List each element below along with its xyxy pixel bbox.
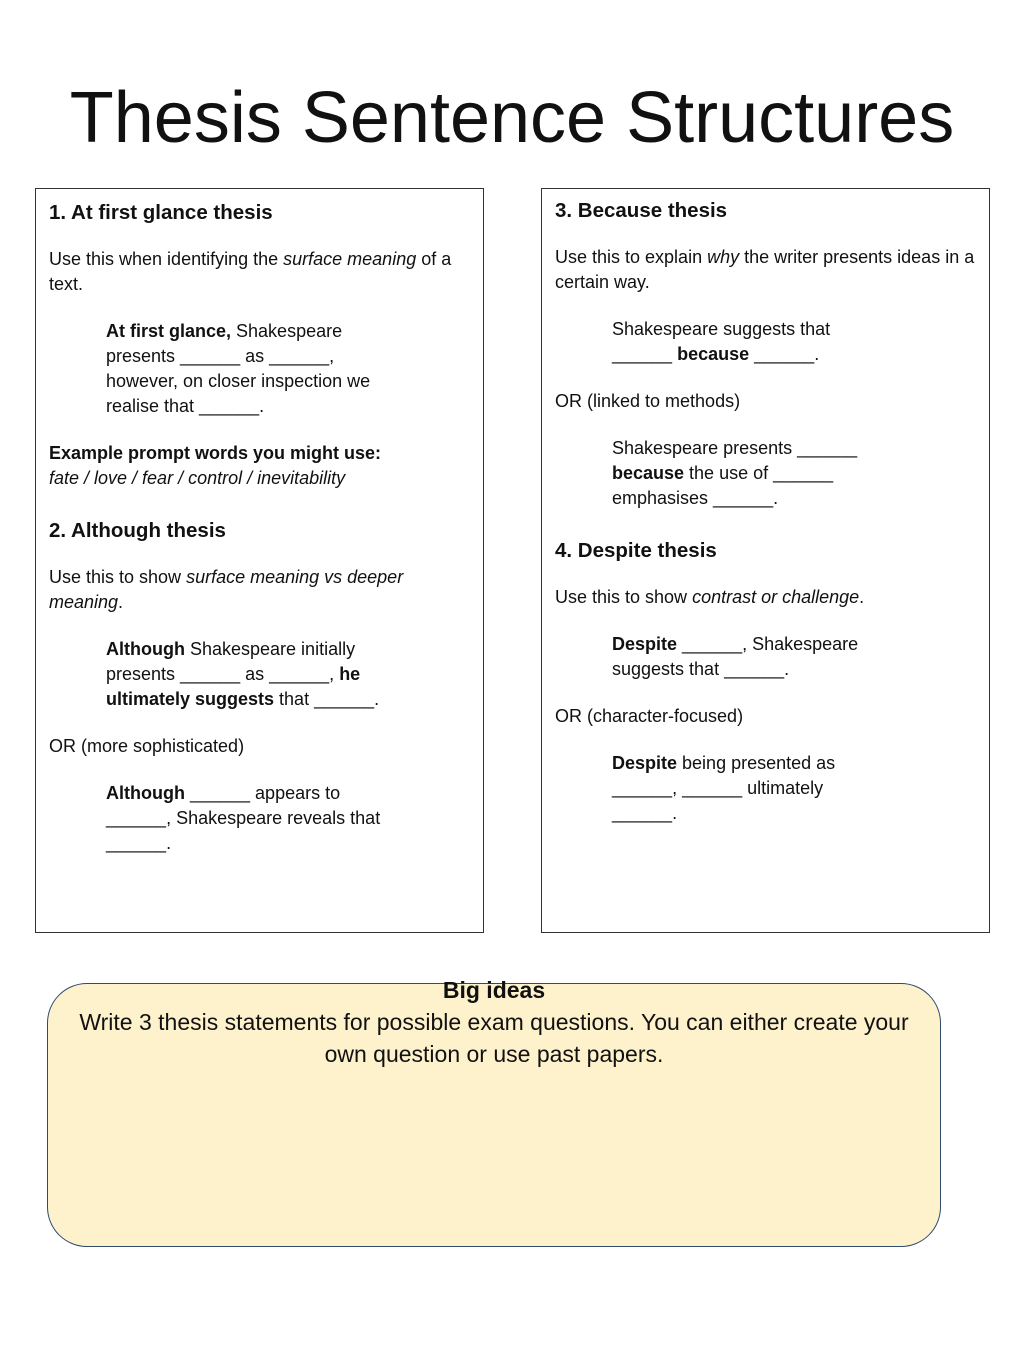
example-sentence: [49, 781, 396, 856]
example-text: ______.: [749, 344, 820, 364]
example-keyword: Although: [106, 639, 185, 659]
page-title: Thesis Sentence Structures: [69, 78, 955, 158]
section-description: [49, 247, 471, 297]
description-text: the writer presents ideas in a certain way.: [555, 247, 975, 292]
description-text: Use this when identifying the: [49, 249, 284, 269]
example-sentence: [49, 319, 406, 419]
description-text: Use this to show: [49, 567, 187, 587]
left-panel: [35, 188, 484, 933]
example-sentence: [49, 637, 396, 712]
example-sentence: [555, 317, 872, 367]
example-keyword: Despite: [612, 753, 678, 773]
example-text: ______, Shakespeare suggests that ______.: [612, 634, 859, 679]
big-ideas-content: [47, 974, 941, 1070]
example-text: that ______.: [274, 689, 380, 709]
description-text: .: [118, 592, 124, 612]
example-text: Shakespeare presents ______: [612, 438, 858, 458]
description-text: Use this to show: [555, 587, 693, 607]
section-heading-because: 3. Because thesis: [555, 199, 728, 222]
example-sentence: [555, 436, 902, 511]
example-keyword: Although: [106, 783, 185, 803]
example-text: Shakespeare presents ______ as ______, however, on closer inspection we realise that ______.: [106, 321, 371, 416]
example-keyword: he ultimately suggests: [106, 664, 361, 709]
description-text: .: [859, 587, 865, 607]
prompt-word-list: fate / love / fear / control / inevitability: [49, 468, 346, 488]
example-text: Shakespeare suggests that ______: [612, 319, 831, 364]
description-emphasis: contrast or challenge: [692, 587, 860, 607]
example-keyword: because: [612, 463, 685, 483]
prompt-words: [49, 441, 471, 491]
big-ideas-title: Big ideas: [442, 977, 546, 1003]
example-text: ______ appears to ______, Shakespeare reveals that ______.: [106, 783, 381, 853]
example-keyword: At first glance,: [106, 321, 232, 341]
description-text: Use this to explain: [555, 247, 708, 267]
example-sentence: [555, 751, 882, 826]
example-keyword: because: [677, 344, 750, 364]
description-emphasis: why: [707, 247, 740, 267]
example-text: the use of ______ emphasises ______.: [612, 463, 834, 508]
right-panel: [541, 188, 990, 933]
or-label: OR (linked to methods): [555, 391, 741, 411]
example-sentence: [555, 632, 902, 682]
prompt-label: Example prompt words you might use:: [49, 443, 382, 463]
section-heading-despite: 4. Despite thesis: [555, 539, 717, 562]
big-ideas-instructions: Write 3 thesis statements for possible exam questions. You can either create your own question or use past papers.: [79, 1009, 909, 1067]
section-heading-at-first-glance: 1. At first glance thesis: [49, 201, 273, 224]
description-emphasis: surface meaning: [283, 249, 417, 269]
example-text: being presented as ______, ______ ultimately ______.: [612, 753, 836, 823]
example-keyword: Despite: [612, 634, 678, 654]
section-description: [555, 585, 977, 610]
section-description: [49, 565, 471, 615]
or-label: OR (character-focused): [555, 706, 744, 726]
description-text: of a text.: [49, 249, 452, 294]
description-emphasis: surface meaning vs deeper meaning: [49, 567, 404, 612]
or-label: OR (more sophisticated): [49, 736, 245, 756]
section-heading-although: 2. Although thesis: [49, 519, 226, 542]
example-text: Shakespeare initially presents ______ as ______,: [106, 639, 356, 684]
section-description: [555, 245, 977, 295]
